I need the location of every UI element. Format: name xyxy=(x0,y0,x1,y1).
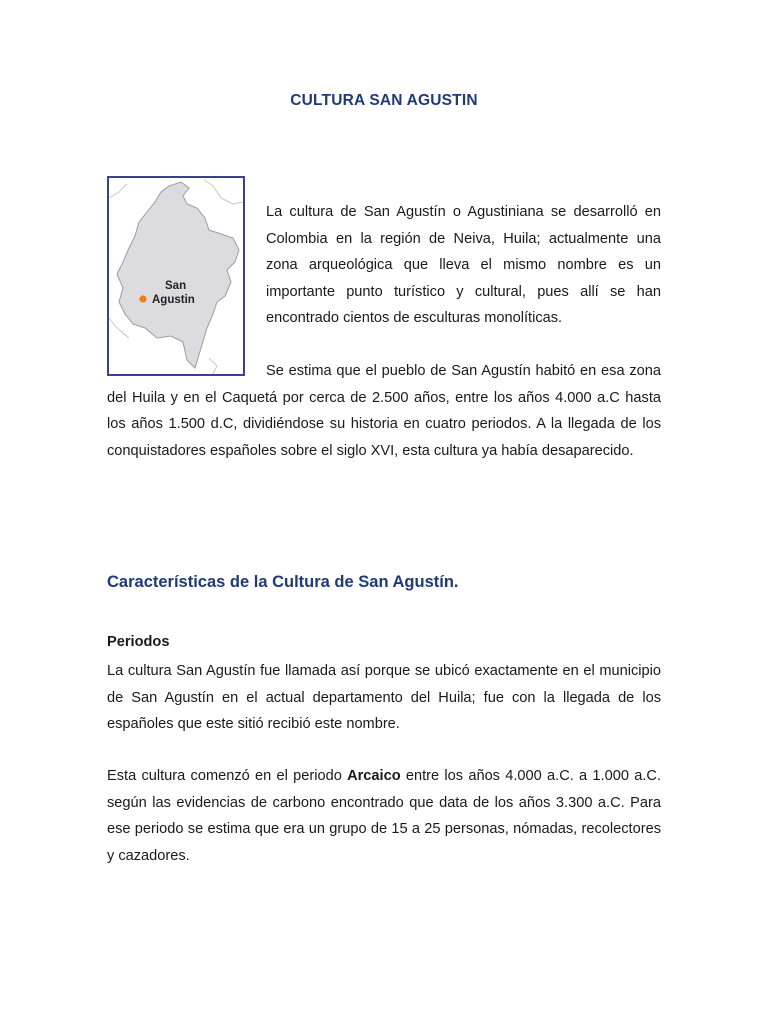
colombia-map-image xyxy=(109,178,243,374)
archaic-paragraph xyxy=(107,763,661,869)
history-paragraph xyxy=(107,358,661,464)
archaic-bold-term: Arcaico xyxy=(347,768,401,784)
intro-paragraph: La cultura de San Agustín o Agustiniana se desarrolló en Colombia en la región de Neiva, Huila; actualmente una zona arqueológica que lleva el mismo nombre es un importante punto turístico y cultural, pues allí se han encontrado cientos de esculturas monolíticas. xyxy=(266,204,661,326)
archaic-block xyxy=(107,763,661,869)
intro-block xyxy=(266,199,661,332)
periods-heading: Periodos xyxy=(107,634,170,650)
history-block xyxy=(107,358,661,464)
page-title: CULTURA SAN AGUSTIN xyxy=(290,92,478,109)
map-label-line2: Agustin xyxy=(152,294,195,306)
location-marker-icon xyxy=(139,295,146,302)
section-heading: Características de la Cultura de San Agustín. xyxy=(107,573,459,591)
map-label-line1: San xyxy=(165,280,187,292)
periods-block xyxy=(107,658,661,738)
periods-paragraph: La cultura San Agustín fue llamada así porque se ubicó exactamente en el municipio de San Agustín en el actual departamento del Huila; fue con la llegada de los españoles que este sitió recibió este nombre. xyxy=(107,663,661,732)
colombia-shape xyxy=(117,182,239,368)
colombia-map-figure xyxy=(107,176,245,376)
archaic-text-after: entre los años 4.000 a.C. a 1.000 a.C. según las evidencias de carbono encontrado que data de los años 3.300 a.C. Para ese periodo se estima que era un grupo de 15 a 25 personas, nómadas, recolectores y cazadores. xyxy=(107,768,661,864)
history-paragraph-text: Se estima que el pueblo de San Agustín habitó en esa zona del Huila y en el Caquetá por cerca de 2.500 años, entre los años 4.000 a.C hasta los años 1.500 d.C, dividiéndose su historia en cuatro periodos. A la llegada de los conquistadores españoles sobre el siglo XVI, esta cultura ya había desaparecido. xyxy=(107,363,661,459)
archaic-text-before: Esta cultura comenzó en el periodo xyxy=(107,768,348,784)
